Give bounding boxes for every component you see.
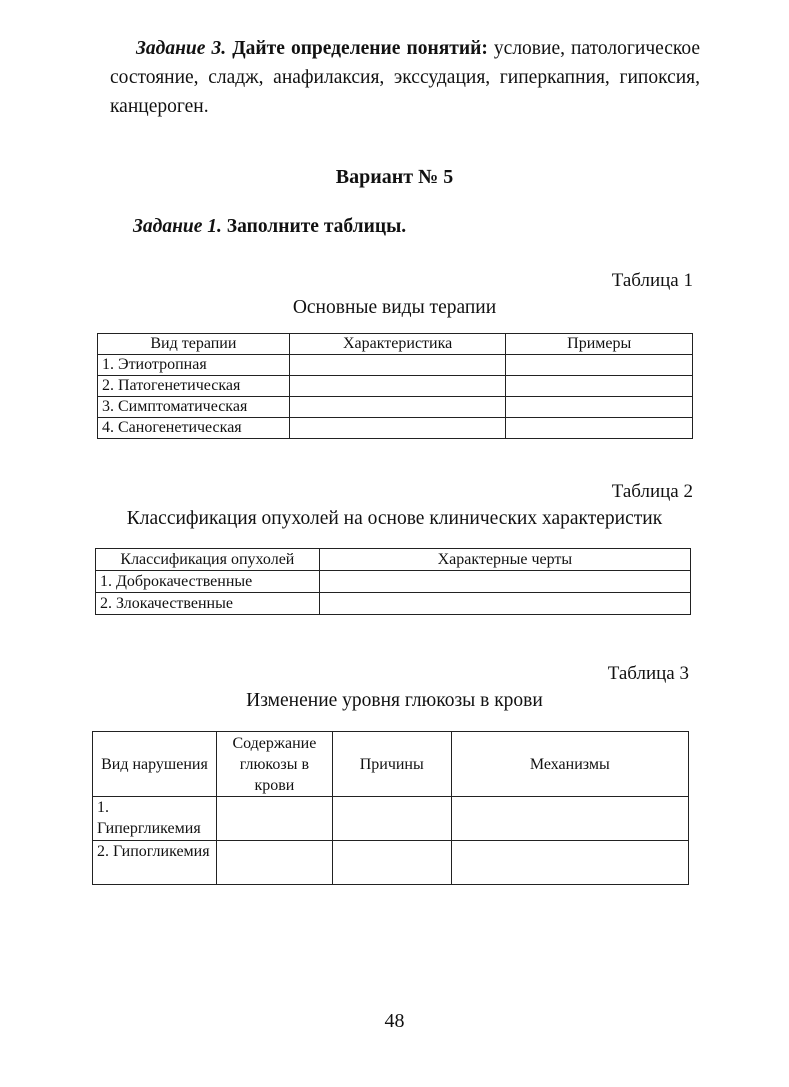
task-1-paragraph — [133, 216, 406, 238]
task-1-text: Заполните таблицы. — [226, 216, 407, 237]
task-3-paragraph — [110, 34, 700, 121]
page-number: 48 — [384, 1010, 405, 1032]
empty-cell[interactable] — [506, 376, 693, 397]
column-header: Характеристика — [289, 334, 506, 355]
empty-cell[interactable] — [506, 418, 693, 439]
column-header: Классификация опухолей — [96, 549, 320, 571]
task-3-label: Задание 3. — [136, 38, 227, 59]
column-header: Характерные черты — [319, 549, 690, 571]
row-label: 4. Саногенетическая — [98, 418, 290, 439]
table-header-row — [96, 549, 691, 571]
empty-cell[interactable] — [319, 593, 690, 615]
table-row — [93, 841, 689, 885]
table-row — [98, 355, 693, 376]
empty-cell[interactable] — [289, 397, 506, 418]
row-label: 1. Гипергликемия — [93, 797, 217, 841]
empty-cell[interactable] — [319, 571, 690, 593]
empty-cell[interactable] — [332, 841, 451, 885]
tumor-classification-table — [95, 548, 691, 615]
row-label: 2. Гипогликемия — [93, 841, 217, 885]
column-header: Содержание глюкозы в крови — [216, 732, 332, 797]
table-header-row — [98, 334, 693, 355]
empty-cell[interactable] — [216, 841, 332, 885]
empty-cell[interactable] — [451, 797, 688, 841]
table-3-number: Таблица 3 — [607, 663, 689, 684]
column-header: Вид терапии — [98, 334, 290, 355]
column-header: Примеры — [506, 334, 693, 355]
row-label: 3. Симптоматическая — [98, 397, 290, 418]
table-2-number: Таблица 2 — [611, 481, 693, 502]
task-3-text: условие, патологическое состояние, сладж, анафилаксия, экссудация, гиперкапния, гипоксия, канцероген. — [110, 38, 701, 117]
table-row — [98, 376, 693, 397]
empty-cell[interactable] — [216, 797, 332, 841]
column-header: Причины — [332, 732, 451, 797]
table-row — [93, 797, 689, 841]
glucose-table — [92, 731, 689, 885]
table-1-title: Основные виды терапии — [292, 297, 497, 318]
task-1-label: Задание 1. — [133, 216, 222, 237]
empty-cell[interactable] — [289, 376, 506, 397]
empty-cell[interactable] — [506, 397, 693, 418]
table-row — [98, 418, 693, 439]
table-1-number: Таблица 1 — [611, 270, 693, 291]
table-row — [96, 593, 691, 615]
row-label: 1. Доброкачественные — [96, 571, 320, 593]
row-label: 2. Злокачественные — [96, 593, 320, 615]
table-2-title: Классификация опухолей на основе клинических характеристик — [126, 508, 663, 529]
table-row — [96, 571, 691, 593]
column-header: Механизмы — [451, 732, 688, 797]
variant-heading: Вариант № 5 — [335, 166, 454, 188]
empty-cell[interactable] — [332, 797, 451, 841]
column-header: Вид нарушения — [93, 732, 217, 797]
empty-cell[interactable] — [506, 355, 693, 376]
task-3-heading: Дайте определение понятий: — [232, 38, 488, 59]
table-header-row — [93, 732, 689, 797]
empty-cell[interactable] — [451, 841, 688, 885]
table-3-title: Изменение уровня глюкозы в крови — [246, 690, 543, 711]
therapy-table — [97, 333, 693, 439]
row-label: 2. Патогенетическая — [98, 376, 290, 397]
empty-cell[interactable] — [289, 418, 506, 439]
row-label: 1. Этиотропная — [98, 355, 290, 376]
table-row — [98, 397, 693, 418]
empty-cell[interactable] — [289, 355, 506, 376]
